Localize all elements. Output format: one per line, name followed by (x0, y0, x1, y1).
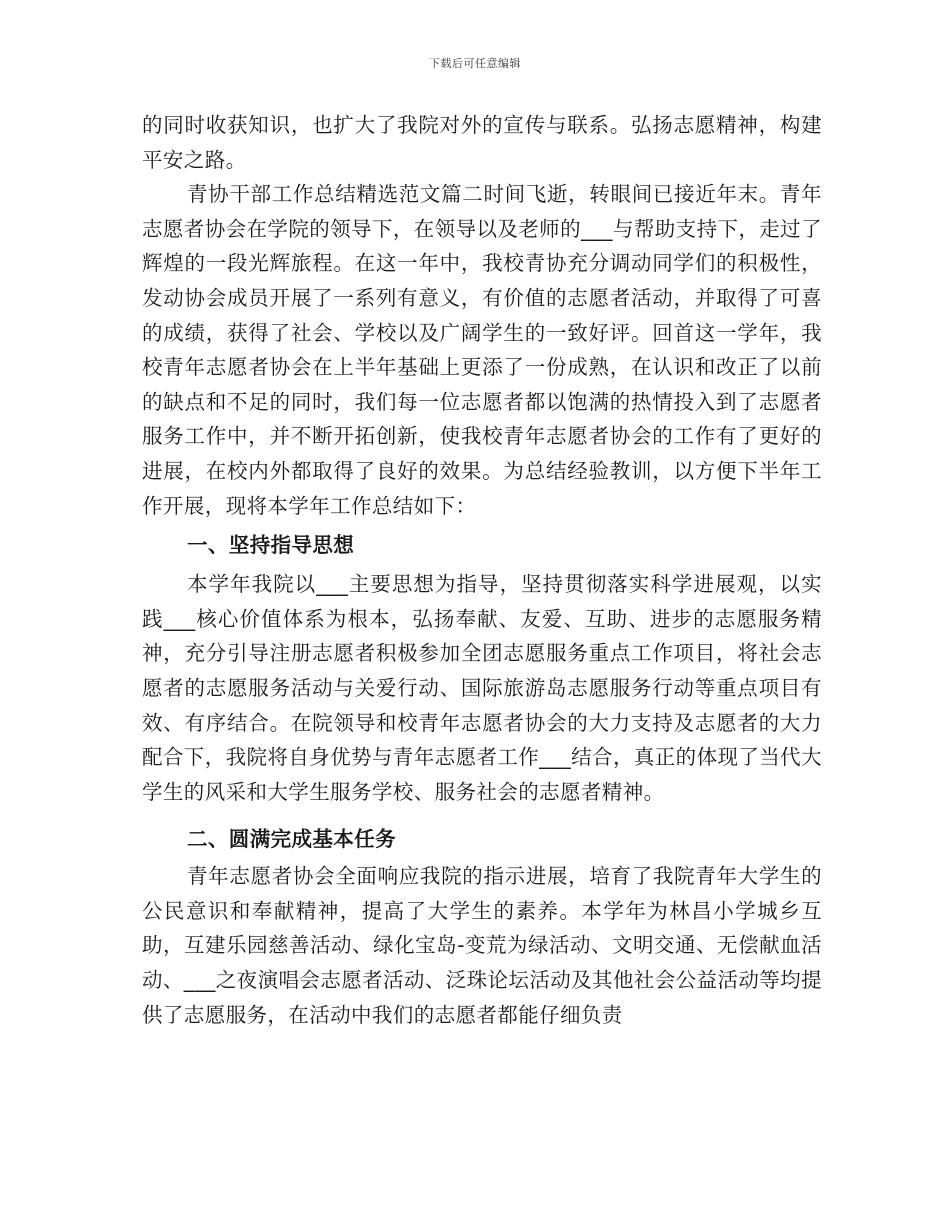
paragraph-continuation: 的同时收获知识，也扩大了我院对外的宣传与联系。弘扬志愿精神，构建平安之路。 (142, 113, 822, 172)
paragraph-guiding-thought: 本学年我院以___主要思想为指导，坚持贯彻落实科学进展观，以实践___核心价值体系为根本，弘扬奉献、友爱、互助、进步的志愿服务精神，充分引导注册志愿者积极参加全团志愿服务重点工作项目，将社会志愿者的志愿服务活动与关爱行动、国际旅游岛志愿服务行动等重点项目有效、有序结合。在院领导和校青年志愿者协会的大力支持及志愿者的大力配合下，我院将自身优势与青年志愿者工作___结合，真正的体现了当代大学生的风采和大学生服务学校、服务社会的志愿者精神。 (142, 572, 822, 804)
section-heading-1: 一、坚持指导思想 (187, 533, 355, 558)
document-body (142, 108, 822, 1032)
page-header: 下载后可任意编辑 (429, 57, 521, 70)
paragraph-intro: 青协干部工作总结精选范文篇二时间飞逝，转眼间已接近年末。青年志愿者协会在学院的领导下，在领导以及老师的___与帮助支持下，走过了辉煌的一段光辉旅程。在这一年中，我校青协充分调动同学们的积极性，发动协会成员开展了一系列有意义，有价值的志愿者活动，并取得了可喜的成绩，获得了社会、学校以及广阔学生的一致好评。回首这一学年，我校青年志愿者协会在上半年基础上更添了一份成熟，在认识和改正了以前的缺点和不足的同时，我们每一位志愿者都以饱满的热情投入到了志愿者服务工作中，并不断开拓创新，使我校青年志愿者协会的工作有了更好的进展，在校内外都取得了良好的效果。为总结经验教训，以方便下半年工作开展，现将本学年工作总结如下： (142, 182, 822, 518)
section-heading-2: 二、圆满完成基本任务 (187, 827, 396, 852)
paragraph-basic-tasks: 青年志愿者协会全面响应我院的指示进展，培育了我院青年大学生的公民意识和奉献精神，提高了大学生的素养。本学年为林昌小学城乡互助，互建乐园慈善活动、绿化宝岛-变荒为绿活动、文明交通、无偿献血活动、___之夜演唱会志愿者活动、泛珠论坛活动及其他社会公益活动等均提供了志愿服务，在活动中我们的志愿者都能仔细负责 (142, 864, 822, 1027)
